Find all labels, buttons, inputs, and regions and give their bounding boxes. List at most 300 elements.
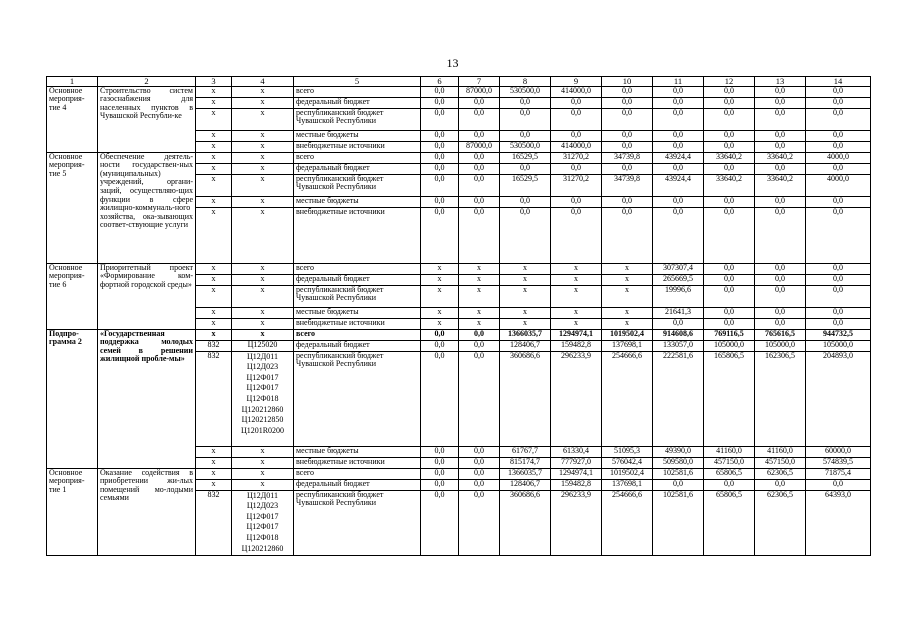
value-cell-9: 296233,9 bbox=[551, 490, 602, 555]
value-cell-10: 0,0 bbox=[602, 86, 653, 97]
value-cell-12: 165806,5 bbox=[704, 351, 755, 446]
value-cell-7: 0,0 bbox=[459, 479, 500, 490]
code-cell: Ц12Д011 Ц12Д023 Ц12Ф017 Ц12Ф017 Ц12Ф018 Ц120212860 bbox=[232, 490, 294, 555]
value-cell-12: 33640,2 bbox=[704, 174, 755, 196]
value-cell-6: x bbox=[421, 274, 459, 285]
value-cell-13: 62306,5 bbox=[755, 490, 806, 555]
source-cell: республиканский бюджет Чувашской Республики bbox=[294, 351, 421, 446]
code-cell: x bbox=[232, 152, 294, 163]
value-cell-12: 0,0 bbox=[704, 86, 755, 97]
value-cell-11: 222581,6 bbox=[653, 351, 704, 446]
code-cell: x bbox=[232, 457, 294, 468]
code-cell: x bbox=[232, 307, 294, 318]
value-cell-9: 1294974,1 bbox=[551, 329, 602, 340]
value-cell-13: 765616,5 bbox=[755, 329, 806, 340]
value-cell-9: x bbox=[551, 263, 602, 274]
value-cell-7: x bbox=[459, 318, 500, 329]
code-cell: x bbox=[232, 285, 294, 307]
value-cell-7: x bbox=[459, 285, 500, 307]
value-cell-12: 105000,0 bbox=[704, 340, 755, 351]
description-cell: Оказание содействия в приобретении жи-лых помещений мо-лодыми семьями bbox=[98, 468, 196, 555]
value-cell-14: 0,0 bbox=[806, 97, 871, 108]
value-cell-6: 0,0 bbox=[421, 207, 459, 263]
value-cell-13: 0,0 bbox=[755, 97, 806, 108]
header-cell-8: 8 bbox=[500, 77, 551, 87]
value-cell-10: 137698,1 bbox=[602, 340, 653, 351]
grbs-cell: x bbox=[196, 468, 232, 479]
value-cell-10: x bbox=[602, 274, 653, 285]
value-cell-9: 0,0 bbox=[551, 163, 602, 174]
header-cell-3: 3 bbox=[196, 77, 232, 87]
value-cell-12: 457150,0 bbox=[704, 457, 755, 468]
value-cell-6: 0,0 bbox=[421, 152, 459, 163]
value-cell-12: 0,0 bbox=[704, 285, 755, 307]
value-cell-9: 0,0 bbox=[551, 108, 602, 130]
value-cell-11: 0,0 bbox=[653, 130, 704, 141]
header-cell-14: 14 bbox=[806, 77, 871, 87]
table-body bbox=[47, 77, 871, 556]
value-cell-12: 0,0 bbox=[704, 196, 755, 207]
grbs-cell: 832 bbox=[196, 340, 232, 351]
grbs-cell: x bbox=[196, 196, 232, 207]
value-cell-6: 0,0 bbox=[421, 340, 459, 351]
grbs-cell: 832 bbox=[196, 351, 232, 446]
grbs-cell: x bbox=[196, 163, 232, 174]
code-cell: x bbox=[232, 263, 294, 274]
source-cell: федеральный бюджет bbox=[294, 97, 421, 108]
value-cell-8: 16529,5 bbox=[500, 174, 551, 196]
value-cell-11: 0,0 bbox=[653, 163, 704, 174]
value-cell-13: 62306,5 bbox=[755, 468, 806, 479]
code-cell: x bbox=[232, 130, 294, 141]
value-cell-14: 0,0 bbox=[806, 196, 871, 207]
value-cell-9: 296233,9 bbox=[551, 351, 602, 446]
grbs-cell: x bbox=[196, 446, 232, 457]
code-cell: x bbox=[232, 329, 294, 340]
value-cell-6: 0,0 bbox=[421, 329, 459, 340]
value-cell-11: 0,0 bbox=[653, 196, 704, 207]
value-cell-8: x bbox=[500, 285, 551, 307]
value-cell-14: 944732,5 bbox=[806, 329, 871, 340]
source-cell: республиканский бюджет Чувашской Республики bbox=[294, 108, 421, 130]
value-cell-14: 60000,0 bbox=[806, 446, 871, 457]
value-cell-8: 1366035,7 bbox=[500, 468, 551, 479]
table-row bbox=[47, 263, 871, 274]
value-cell-9: 777927,0 bbox=[551, 457, 602, 468]
source-cell: федеральный бюджет bbox=[294, 340, 421, 351]
value-cell-13: 0,0 bbox=[755, 207, 806, 263]
source-cell: всего bbox=[294, 329, 421, 340]
value-cell-11: 49390,0 bbox=[653, 446, 704, 457]
value-cell-11: 19996,6 bbox=[653, 285, 704, 307]
value-cell-7: x bbox=[459, 307, 500, 318]
source-cell: всего bbox=[294, 152, 421, 163]
value-cell-9: 414000,0 bbox=[551, 86, 602, 97]
header-cell-5: 5 bbox=[294, 77, 421, 87]
value-cell-14: 0,0 bbox=[806, 307, 871, 318]
grbs-cell: 832 bbox=[196, 490, 232, 555]
value-cell-10: x bbox=[602, 285, 653, 307]
grbs-cell: x bbox=[196, 318, 232, 329]
value-cell-13: 0,0 bbox=[755, 196, 806, 207]
value-cell-9: 31270,2 bbox=[551, 174, 602, 196]
value-cell-7: 87000,0 bbox=[459, 86, 500, 97]
row-label-cell: Основное мероприя-тие 6 bbox=[47, 263, 98, 329]
grbs-cell: x bbox=[196, 329, 232, 340]
value-cell-6: 0,0 bbox=[421, 479, 459, 490]
value-cell-6: x bbox=[421, 307, 459, 318]
value-cell-9: 31270,2 bbox=[551, 152, 602, 163]
value-cell-8: 360686,6 bbox=[500, 490, 551, 555]
table-row bbox=[47, 152, 871, 163]
code-cell: x bbox=[232, 163, 294, 174]
value-cell-10: 0,0 bbox=[602, 141, 653, 152]
grbs-cell: x bbox=[196, 457, 232, 468]
value-cell-7: 0,0 bbox=[459, 174, 500, 196]
value-cell-10: 0,0 bbox=[602, 207, 653, 263]
value-cell-13: 0,0 bbox=[755, 141, 806, 152]
value-cell-12: 0,0 bbox=[704, 307, 755, 318]
header-cell-11: 11 bbox=[653, 77, 704, 87]
header-row bbox=[47, 77, 871, 87]
value-cell-12: 0,0 bbox=[704, 163, 755, 174]
description-cell: Строительство систем газоснабжения для населенных пунктов в Чувашской Республи-ке bbox=[98, 86, 196, 152]
value-cell-7: 87000,0 bbox=[459, 141, 500, 152]
value-cell-12: 0,0 bbox=[704, 263, 755, 274]
grbs-cell: x bbox=[196, 207, 232, 263]
value-cell-8: 128406,7 bbox=[500, 479, 551, 490]
value-cell-11: 307307,4 bbox=[653, 263, 704, 274]
value-cell-10: 0,0 bbox=[602, 196, 653, 207]
value-cell-11: 0,0 bbox=[653, 108, 704, 130]
description-cell: Обеспечение деятель-ности государствен-ных (муниципальных) учреждений, органи-заций, осуществляю-щих функции в сфере жилищно-коммуналь-ного хозяйства, ока-зывающих соответ-ствующие услуги bbox=[98, 152, 196, 263]
value-cell-14: 204893,0 bbox=[806, 351, 871, 446]
value-cell-7: 0,0 bbox=[459, 207, 500, 263]
value-cell-6: 0,0 bbox=[421, 351, 459, 446]
value-cell-14: 0,0 bbox=[806, 263, 871, 274]
value-cell-9: x bbox=[551, 285, 602, 307]
value-cell-8: x bbox=[500, 318, 551, 329]
value-cell-13: 0,0 bbox=[755, 285, 806, 307]
grbs-cell: x bbox=[196, 285, 232, 307]
code-cell: Ц125020 bbox=[232, 340, 294, 351]
value-cell-12: 0,0 bbox=[704, 479, 755, 490]
header-cell-7: 7 bbox=[459, 77, 500, 87]
value-cell-11: 43924,4 bbox=[653, 174, 704, 196]
code-cell: x bbox=[232, 274, 294, 285]
value-cell-6: 0,0 bbox=[421, 468, 459, 479]
table-row bbox=[47, 86, 871, 97]
value-cell-10: 34739,8 bbox=[602, 174, 653, 196]
code-cell: x bbox=[232, 97, 294, 108]
row-label-cell: Подпро-грамма 2 bbox=[47, 329, 98, 468]
value-cell-10: 0,0 bbox=[602, 163, 653, 174]
value-cell-7: 0,0 bbox=[459, 351, 500, 446]
value-cell-11: 0,0 bbox=[653, 97, 704, 108]
value-cell-10: 254666,6 bbox=[602, 351, 653, 446]
value-cell-7: 0,0 bbox=[459, 329, 500, 340]
value-cell-13: 0,0 bbox=[755, 307, 806, 318]
value-cell-7: 0,0 bbox=[459, 108, 500, 130]
value-cell-13: 0,0 bbox=[755, 86, 806, 97]
description-cell: «Государственная поддержка молодых семей в решении жилищной пробле-мы» bbox=[98, 329, 196, 468]
value-cell-13: 162306,5 bbox=[755, 351, 806, 446]
value-cell-6: 0,0 bbox=[421, 174, 459, 196]
code-cell: x bbox=[232, 318, 294, 329]
code-cell: x bbox=[232, 479, 294, 490]
grbs-cell: x bbox=[196, 152, 232, 163]
value-cell-11: 43924,4 bbox=[653, 152, 704, 163]
code-cell: x bbox=[232, 196, 294, 207]
value-cell-12: 0,0 bbox=[704, 318, 755, 329]
source-cell: всего bbox=[294, 468, 421, 479]
header-cell-4: 4 bbox=[232, 77, 294, 87]
value-cell-13: 0,0 bbox=[755, 163, 806, 174]
table-row bbox=[47, 468, 871, 479]
grbs-cell: x bbox=[196, 274, 232, 285]
value-cell-13: 0,0 bbox=[755, 318, 806, 329]
value-cell-11: 0,0 bbox=[653, 207, 704, 263]
source-cell: внебюджетные источники bbox=[294, 318, 421, 329]
header-cell-9: 9 bbox=[551, 77, 602, 87]
value-cell-6: 0,0 bbox=[421, 196, 459, 207]
value-cell-7: 0,0 bbox=[459, 340, 500, 351]
value-cell-7: x bbox=[459, 274, 500, 285]
value-cell-11: 21641,3 bbox=[653, 307, 704, 318]
value-cell-10: x bbox=[602, 307, 653, 318]
value-cell-14: 574839,5 bbox=[806, 457, 871, 468]
source-cell: республиканский бюджет Чувашской Республики bbox=[294, 490, 421, 555]
row-label-cell: Основное мероприя-тие 1 bbox=[47, 468, 98, 555]
value-cell-12: 41160,0 bbox=[704, 446, 755, 457]
budget-table bbox=[46, 76, 871, 556]
grbs-cell: x bbox=[196, 263, 232, 274]
value-cell-6: 0,0 bbox=[421, 130, 459, 141]
header-cell-10: 10 bbox=[602, 77, 653, 87]
code-cell: x bbox=[232, 141, 294, 152]
value-cell-6: 0,0 bbox=[421, 490, 459, 555]
value-cell-13: 33640,2 bbox=[755, 152, 806, 163]
value-cell-10: 0,0 bbox=[602, 97, 653, 108]
source-cell: местные бюджеты bbox=[294, 307, 421, 318]
value-cell-6: 0,0 bbox=[421, 86, 459, 97]
value-cell-6: 0,0 bbox=[421, 446, 459, 457]
value-cell-12: 0,0 bbox=[704, 274, 755, 285]
value-cell-11: 0,0 bbox=[653, 479, 704, 490]
source-cell: всего bbox=[294, 263, 421, 274]
value-cell-10: 576042,4 bbox=[602, 457, 653, 468]
page-number: 13 bbox=[446, 56, 459, 70]
header-cell-6: 6 bbox=[421, 77, 459, 87]
value-cell-9: 0,0 bbox=[551, 130, 602, 141]
value-cell-9: x bbox=[551, 318, 602, 329]
value-cell-7: 0,0 bbox=[459, 468, 500, 479]
value-cell-14: 0,0 bbox=[806, 130, 871, 141]
value-cell-6: x bbox=[421, 318, 459, 329]
value-cell-10: 1019502,4 bbox=[602, 468, 653, 479]
value-cell-14: 4000,0 bbox=[806, 152, 871, 163]
header-cell-1: 1 bbox=[47, 77, 98, 87]
source-cell: внебюджетные источники bbox=[294, 207, 421, 263]
value-cell-10: 1019502,4 bbox=[602, 329, 653, 340]
code-cell: x bbox=[232, 174, 294, 196]
value-cell-13: 0,0 bbox=[755, 130, 806, 141]
grbs-cell: x bbox=[196, 141, 232, 152]
value-cell-7: 0,0 bbox=[459, 490, 500, 555]
value-cell-14: 0,0 bbox=[806, 274, 871, 285]
value-cell-14: 64393,0 bbox=[806, 490, 871, 555]
value-cell-8: 360686,6 bbox=[500, 351, 551, 446]
source-cell: местные бюджеты bbox=[294, 446, 421, 457]
value-cell-11: 133057,0 bbox=[653, 340, 704, 351]
value-cell-6: 0,0 bbox=[421, 108, 459, 130]
value-cell-9: 0,0 bbox=[551, 207, 602, 263]
value-cell-6: x bbox=[421, 285, 459, 307]
value-cell-12: 0,0 bbox=[704, 141, 755, 152]
header-cell-12: 12 bbox=[704, 77, 755, 87]
value-cell-14: 71875,4 bbox=[806, 468, 871, 479]
source-cell: федеральный бюджет bbox=[294, 479, 421, 490]
value-cell-6: 0,0 bbox=[421, 457, 459, 468]
value-cell-8: x bbox=[500, 263, 551, 274]
grbs-cell: x bbox=[196, 130, 232, 141]
source-cell: республиканский бюджет Чувашской Республики bbox=[294, 285, 421, 307]
value-cell-13: 0,0 bbox=[755, 108, 806, 130]
value-cell-14: 4000,0 bbox=[806, 174, 871, 196]
source-cell: внебюджетные источники bbox=[294, 457, 421, 468]
value-cell-8: 0,0 bbox=[500, 196, 551, 207]
value-cell-10: x bbox=[602, 318, 653, 329]
value-cell-10: 34739,8 bbox=[602, 152, 653, 163]
code-cell: Ц12Д011 Ц12Д023 Ц12Ф017 Ц12Ф017 Ц12Ф018 Ц120212860 Ц120212850 Ц1201R0200 bbox=[232, 351, 294, 446]
value-cell-11: 0,0 bbox=[653, 86, 704, 97]
value-cell-12: 65806,5 bbox=[704, 468, 755, 479]
value-cell-9: x bbox=[551, 307, 602, 318]
value-cell-14: 0,0 bbox=[806, 479, 871, 490]
grbs-cell: x bbox=[196, 174, 232, 196]
value-cell-12: 0,0 bbox=[704, 130, 755, 141]
value-cell-7: 0,0 bbox=[459, 130, 500, 141]
value-cell-9: 0,0 bbox=[551, 97, 602, 108]
value-cell-7: 0,0 bbox=[459, 196, 500, 207]
code-cell: x bbox=[232, 446, 294, 457]
value-cell-13: 41160,0 bbox=[755, 446, 806, 457]
value-cell-9: 61330,4 bbox=[551, 446, 602, 457]
value-cell-8: 530500,0 bbox=[500, 86, 551, 97]
value-cell-12: 769116,5 bbox=[704, 329, 755, 340]
value-cell-14: 0,0 bbox=[806, 163, 871, 174]
value-cell-7: 0,0 bbox=[459, 163, 500, 174]
value-cell-7: 0,0 bbox=[459, 97, 500, 108]
value-cell-14: 0,0 bbox=[806, 108, 871, 130]
row-label-cell: Основное мероприя-тие 5 bbox=[47, 152, 98, 263]
value-cell-13: 0,0 bbox=[755, 263, 806, 274]
value-cell-8: 128406,7 bbox=[500, 340, 551, 351]
value-cell-11: 0,0 bbox=[653, 318, 704, 329]
value-cell-8: 0,0 bbox=[500, 207, 551, 263]
value-cell-14: 0,0 bbox=[806, 318, 871, 329]
header-cell-13: 13 bbox=[755, 77, 806, 87]
value-cell-11: 914608,6 bbox=[653, 329, 704, 340]
description-cell: Приоритетный проект «Формирование ком-фортной городской среды» bbox=[98, 263, 196, 329]
value-cell-8: 0,0 bbox=[500, 108, 551, 130]
header-cell-2: 2 bbox=[98, 77, 196, 87]
value-cell-13: 105000,0 bbox=[755, 340, 806, 351]
source-cell: республиканский бюджет Чувашской Республики bbox=[294, 174, 421, 196]
value-cell-7: 0,0 bbox=[459, 152, 500, 163]
row-label-cell: Основное мероприя-тие 4 bbox=[47, 86, 98, 152]
value-cell-14: 0,0 bbox=[806, 141, 871, 152]
code-cell: x bbox=[232, 207, 294, 263]
source-cell: всего bbox=[294, 86, 421, 97]
value-cell-7: x bbox=[459, 263, 500, 274]
source-cell: федеральный бюджет bbox=[294, 163, 421, 174]
source-cell: федеральный бюджет bbox=[294, 274, 421, 285]
value-cell-6: 0,0 bbox=[421, 97, 459, 108]
code-cell: x bbox=[232, 468, 294, 479]
value-cell-7: 0,0 bbox=[459, 457, 500, 468]
code-cell: x bbox=[232, 86, 294, 97]
value-cell-9: 0,0 bbox=[551, 196, 602, 207]
value-cell-12: 33640,2 bbox=[704, 152, 755, 163]
value-cell-8: 0,0 bbox=[500, 130, 551, 141]
value-cell-7: 0,0 bbox=[459, 446, 500, 457]
value-cell-14: 0,0 bbox=[806, 207, 871, 263]
value-cell-10: 0,0 bbox=[602, 108, 653, 130]
value-cell-8: 815174,7 bbox=[500, 457, 551, 468]
grbs-cell: x bbox=[196, 307, 232, 318]
value-cell-12: 0,0 bbox=[704, 97, 755, 108]
source-cell: местные бюджеты bbox=[294, 196, 421, 207]
value-cell-11: 102581,6 bbox=[653, 468, 704, 479]
value-cell-11: 265669,5 bbox=[653, 274, 704, 285]
grbs-cell: x bbox=[196, 108, 232, 130]
value-cell-10: 51095,3 bbox=[602, 446, 653, 457]
value-cell-13: 0,0 bbox=[755, 274, 806, 285]
value-cell-9: 159482,8 bbox=[551, 340, 602, 351]
value-cell-9: 159482,8 bbox=[551, 479, 602, 490]
value-cell-9: 414000,0 bbox=[551, 141, 602, 152]
value-cell-8: x bbox=[500, 274, 551, 285]
value-cell-8: 530500,0 bbox=[500, 141, 551, 152]
value-cell-9: 1294974,1 bbox=[551, 468, 602, 479]
value-cell-8: x bbox=[500, 307, 551, 318]
value-cell-10: x bbox=[602, 263, 653, 274]
value-cell-10: 0,0 bbox=[602, 130, 653, 141]
value-cell-6: x bbox=[421, 263, 459, 274]
value-cell-13: 33640,2 bbox=[755, 174, 806, 196]
grbs-cell: x bbox=[196, 97, 232, 108]
value-cell-10: 137698,1 bbox=[602, 479, 653, 490]
value-cell-12: 65806,5 bbox=[704, 490, 755, 555]
value-cell-14: 0,0 bbox=[806, 285, 871, 307]
source-cell: внебюджетные источники bbox=[294, 141, 421, 152]
grbs-cell: x bbox=[196, 479, 232, 490]
value-cell-12: 0,0 bbox=[704, 207, 755, 263]
value-cell-11: 102581,6 bbox=[653, 490, 704, 555]
value-cell-13: 457150,0 bbox=[755, 457, 806, 468]
value-cell-11: 0,0 bbox=[653, 141, 704, 152]
value-cell-11: 509580,0 bbox=[653, 457, 704, 468]
value-cell-14: 105000,0 bbox=[806, 340, 871, 351]
code-cell: x bbox=[232, 108, 294, 130]
value-cell-8: 0,0 bbox=[500, 163, 551, 174]
value-cell-13: 0,0 bbox=[755, 479, 806, 490]
grbs-cell: x bbox=[196, 86, 232, 97]
value-cell-10: 254666,6 bbox=[602, 490, 653, 555]
value-cell-6: 0,0 bbox=[421, 141, 459, 152]
value-cell-8: 61767,7 bbox=[500, 446, 551, 457]
